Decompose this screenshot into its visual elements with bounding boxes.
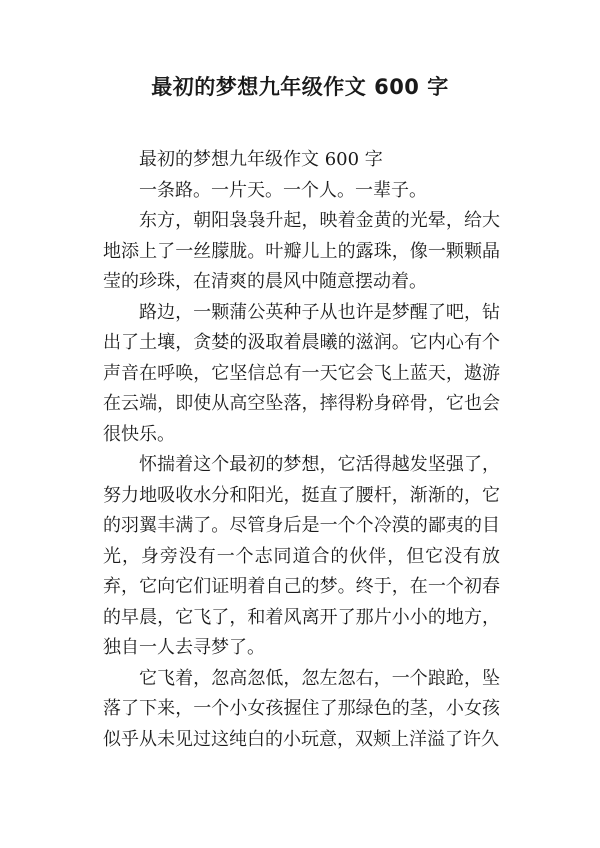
paragraph: 东方，朝阳袅袅升起，映着金黄的光晕，给大地添上了一丝朦胧。叶瓣儿上的露珠，像一颗颗晶莹的珍珠，在清爽的晨风中随意摆动着。: [103, 210, 500, 292]
paragraph: 一条路。一片天。一个人。一辈子。: [139, 179, 427, 201]
document-title: 最初的梦想九年级作文 600 字: [151, 75, 449, 99]
paragraph-subtitle: 最初的梦想九年级作文 600 字: [139, 149, 383, 170]
paragraph: 它飞着，忽高忽低，忽左忽右，一个踉跄，坠落了下来，一个小女孩握住了那绿色的茎，小女孩似乎从未见过这纯白的小玩意，双颊上洋溢了许久: [103, 667, 500, 750]
paragraph: 怀揣着这个最初的梦想，它活得越发坚强了，努力地吸收水分和阳光，挺直了腰杆，渐渐的，它的羽翼丰满了。尽管身后是一个个冷漠的鄙夷的目光，身旁没有一个志同道合的伙伴，但它没有放弃，它向它们证明着自己的梦。终于，在一个初春的早晨，它飞了，和着风离开了那片小小的地方，独自一人去寻梦了。: [103, 454, 500, 658]
document-body: [103, 145, 500, 755]
paragraph: 路边，一颗蒲公英种子从也许是梦醒了吧，钻出了土壤，贪婪的汲取着晨曦的滋润。它内心有个声音在呼唤，它坚信总有一天它会飞上蓝天，遨游在云端，即使从高空坠落，摔得粉身碎骨，它也会很快乐。: [103, 301, 500, 445]
